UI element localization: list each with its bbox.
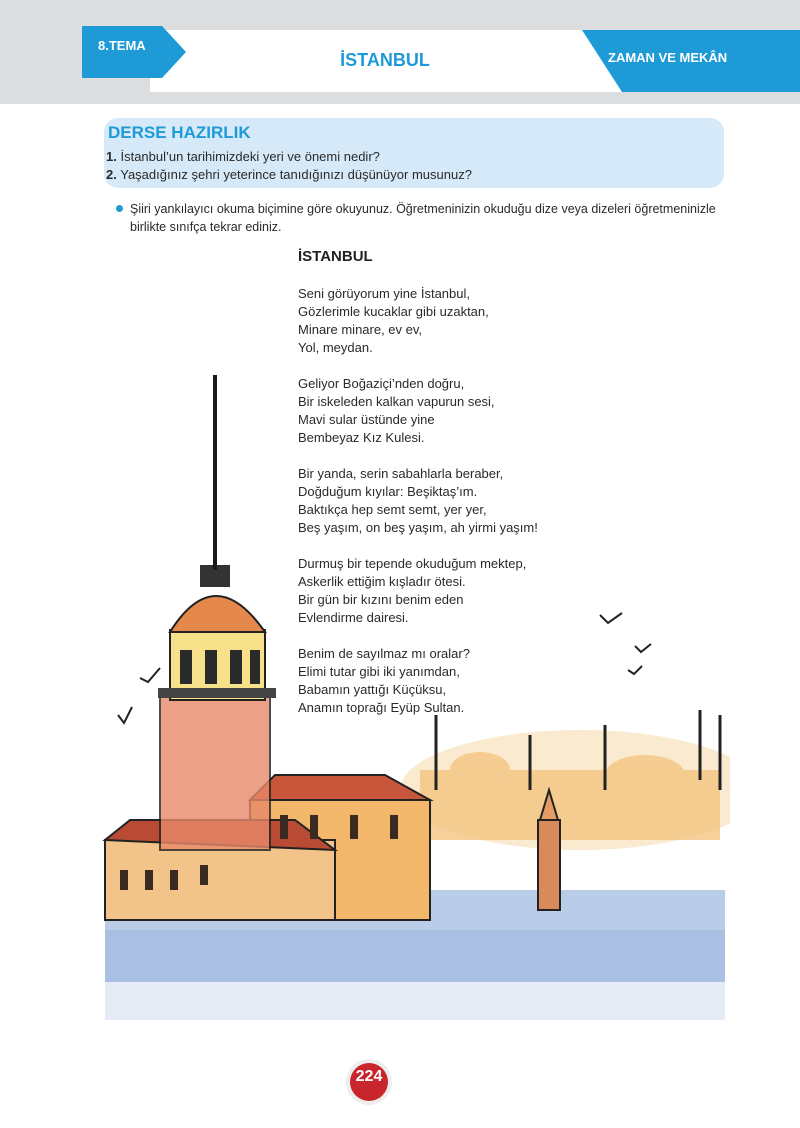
section-label: ZAMAN VE MEKÂN — [608, 50, 728, 65]
poem-line: Mavi sular üstünde yine — [298, 412, 435, 427]
poem-line: Babamın yattığı Küçüksu, — [298, 682, 447, 697]
question-number: 1. — [106, 149, 117, 164]
poem-line: Gözlerimle kucaklar gibi uzaktan, — [298, 304, 489, 319]
poem-stanza — [298, 285, 538, 357]
poem-line: Beş yaşım, on beş yaşım, ah yirmi yaşım! — [298, 520, 538, 535]
poem-line: Benim de sayılmaz mı oralar? — [298, 646, 470, 661]
poem-line: Bembeyaz Kız Kulesi. — [298, 430, 425, 445]
prep-question-2 — [106, 167, 472, 182]
poem-stanza — [298, 375, 538, 447]
poem-line: Minare minare, ev ev, — [298, 322, 423, 337]
poem-line: Elimi tutar gibi iki yanımdan, — [298, 664, 460, 679]
poem-line: Askerlik ettiğim kışladır ötesi. — [298, 574, 466, 589]
poem-line: Bir iskeleden kalkan vapurun sesi, — [298, 394, 495, 409]
poem-title: İSTANBUL — [298, 248, 373, 265]
poem-stanza — [298, 555, 538, 627]
poem-stanza — [298, 645, 538, 717]
page-number: 224 — [355, 1068, 383, 1085]
poem-line: Seni görüyorum yine İstanbul, — [298, 286, 470, 301]
poem-body — [298, 285, 538, 735]
poem-line: Baktıkça hep semt semt, yer yer, — [298, 502, 487, 517]
poem-line: Durmuş bir tepende okuduğum mektep, — [298, 556, 527, 571]
poem-line: Bir gün bir kızını benim eden — [298, 592, 464, 607]
poem-line: Geliyor Boğaziçi’nden doğru, — [298, 376, 465, 391]
poem-stanza — [298, 465, 538, 537]
page-title: İSTANBUL — [340, 50, 430, 70]
prep-title: DERSE HAZIRLIK — [108, 123, 251, 142]
prep-question-1 — [106, 149, 380, 164]
poem-line: Yol, meydan. — [298, 340, 373, 355]
poem-line: Bir yanda, serin sabahlarla beraber, — [298, 466, 504, 481]
theme-label: 8.TEMA — [98, 38, 146, 53]
poem-line: Anamın toprağı Eyüp Sultan. — [298, 700, 465, 715]
instruction-text: Şiiri yankılayıcı okuma biçimine göre okuyunuz. Öğretmeninizin okuduğu dize veya dizeleri öğretmeninizle birlikte sınıfça tekrar ediniz. — [130, 202, 716, 234]
poem-line: Doğduğum kıyılar: Beşiktaş’ım. — [298, 484, 478, 499]
question-number: 2. — [106, 167, 117, 182]
question-text: Yaşadığınız şehri yeterince tanıdığınızı düşünüyor musunuz? — [120, 167, 472, 182]
question-text: İstanbul’un tarihimizdeki yeri ve önemi nedir? — [120, 149, 380, 164]
poem-line: Evlendirme dairesi. — [298, 610, 409, 625]
bullet-icon — [116, 205, 123, 212]
